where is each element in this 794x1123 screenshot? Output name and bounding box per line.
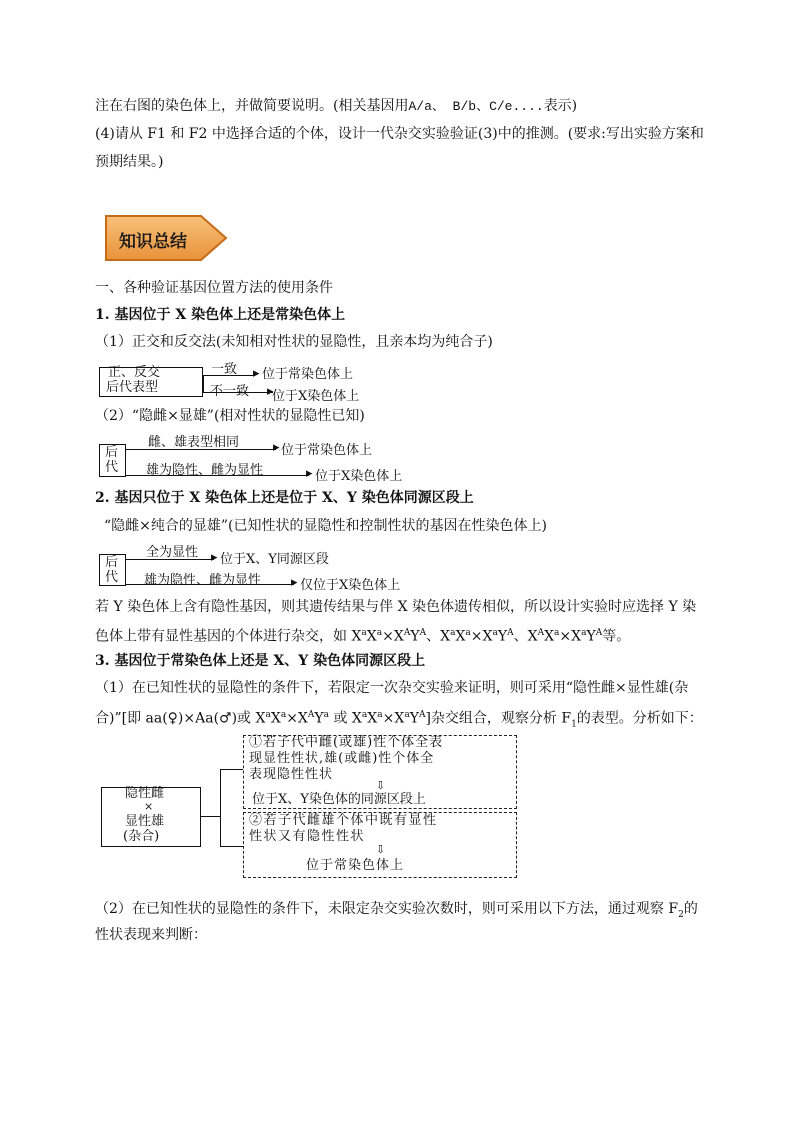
d2-top-label: 雌、雄表型相同 <box>148 435 240 450</box>
s3-para-2-end: 的表型。分析如下： <box>576 710 703 727</box>
s3-para-2-mid: 杂交组合，观察分析 F <box>430 710 572 727</box>
d4-case2-line2: 性状又有隐性性状 <box>249 829 366 844</box>
d2-arrow-top: ▸ <box>273 440 280 455</box>
d4-case2-result: 位于常染色体上 <box>306 858 405 873</box>
d1-top-result: 位于常染色体上 <box>262 367 354 382</box>
s1-sub1: （1）正交和反交法(未知相对性状的显隐性，且亲本均为纯合子) <box>95 334 493 350</box>
down-arrow-icon: ⇩ <box>376 843 386 856</box>
s3-para-4: 性状表现来判断： <box>95 927 207 943</box>
intro-text: 注在右图的染色体上，并做简要说明。(相关基因用 <box>95 98 409 114</box>
s2-title: 2. 基因只位于 X 染色体上还是位于 X、Y 染色体同源区段上 <box>95 490 474 506</box>
section-badge <box>103 213 229 263</box>
d3-arrow-bottom: ▸ <box>291 575 298 590</box>
d4-left-line3: 显性雄 <box>125 814 165 829</box>
d2-bottom-label: 雄为隐性、雌为显性 <box>146 463 264 478</box>
d1-arrow-bottom: ▸ <box>267 384 274 399</box>
d3-box-line2: 代 <box>105 570 119 585</box>
d3-top-result: 位于X、Y同源区段 <box>220 552 329 567</box>
s3-para-1: （1）在已知性状的显隐性的条件下，若限定一次杂交实验来证明，则可采用“隐性雌×显性雄(杂 <box>95 680 689 696</box>
s1-sub2: （2）“隐雌×显雄”(相对性状的显隐性已知) <box>95 408 365 424</box>
s3-title: 3. 基因位于常染色体上还是 X、Y 染色体同源区段上 <box>95 653 426 669</box>
d4-left-line4: (杂合) <box>123 829 160 844</box>
d1-box-line1: 正、反交 <box>108 365 161 380</box>
d4-case1-line2: 现显性性状,雄(或雌)性个体全 <box>249 751 435 766</box>
d4-left-line2: × <box>144 800 154 813</box>
d2-box-line2: 代 <box>105 460 119 475</box>
d2-arrow-bottom: ▸ <box>306 466 313 481</box>
d3-top-label: 全为显性 <box>146 545 199 560</box>
d4-left-line1: 隐性雌 <box>125 786 165 801</box>
intro-line-2: (4)请从 F1 和 F2 中选择合适的个体，设计一代杂交实验验证(3)中的推测。(要求:写出实验方案和 <box>95 126 704 142</box>
s2-para-2: 色体上带有显性基因的个体进行杂交，如 $X^aX^a\times X^AY^A$、$X^aX^a\times X^aY^A$、$X^AX^a\times X^aY^A$等。 <box>95 628 631 645</box>
gene-notation: A/a、 B/b、C/e.... <box>408 99 544 114</box>
s2-para-2-end: 等。 <box>602 628 631 645</box>
intro-line-3: 预期结果。) <box>95 154 164 170</box>
d3-box-line1: 后 <box>105 555 119 570</box>
s3-para-3-end: 的 <box>683 901 698 917</box>
d3-bottom-result: 仅位于X染色体上 <box>300 578 401 593</box>
s2-para-1: 若 Y 染色体上含有隐性基因，则其遗传结果与伴 X 染色体遗传相似，所以设计实验时应选择 Y 染 <box>95 599 697 615</box>
badge-label: 知识总结 <box>119 232 187 252</box>
s2-para-2-text: 色体上带有显性基因的个体进行杂交，如 X <box>95 628 362 645</box>
d4-case1-line3: 表现隐性性状 <box>249 767 334 782</box>
d1-bottom-label: 不一致 <box>210 384 250 399</box>
d2-top-result: 位于常染色体上 <box>281 443 373 458</box>
d2-bottom-result: 位于X染色体上 <box>315 469 403 484</box>
s2-sub: “隐雌×纯合的显雄”(已知性状的显隐性和控制性状的基因在性染色体上) <box>104 518 547 534</box>
s3-para-3: （2）在已知性状的显隐性的条件下，未限定杂交实验次数时，则可采用以下方法，通过观察 $F_2$的 <box>95 901 698 920</box>
heading-1: 一、各种验证基因位置方法的使用条件 <box>95 280 333 296</box>
s3-para-2-text: 合)”[即 aa(♀)×Aa(♂)或 X <box>95 710 266 727</box>
s1-title: 1. 基因位于 X 染色体上还是常染色体上 <box>95 307 346 323</box>
d3-arrow-top: ▸ <box>211 550 218 565</box>
d1-top-label: 一致 <box>211 362 238 377</box>
s3-para-3-text: （2）在已知性状的显隐性的条件下，未限定杂交实验次数时，则可采用以下方法，通过观察 F <box>95 901 679 917</box>
s3-para-2: 合)”[即 aa(♀)×Aa(♂)或 $X^aX^a\times X^AY^a$ 或 $X^aX^a\times X^aY^A$]杂交组合，观察分析 $F_1$的表型。分析如下： <box>95 710 703 730</box>
d4-case1-result: 位于X、Y染色体的同源区段上 <box>252 792 426 807</box>
d4-case2-line1: ②若子代雌雄个体中既有显性 <box>249 813 438 828</box>
down-arrow-icon: ⇩ <box>376 779 386 792</box>
intro-line-1 <box>95 95 577 118</box>
d4-case1-line1: ①若子代中雌(或雄)性个体全表 <box>249 735 444 750</box>
d1-bottom-result: 位于X染色体上 <box>272 389 360 404</box>
d1-box-line2: 后代表型 <box>106 380 159 395</box>
d3-bottom-label: 雄为隐性、雌为显性 <box>144 573 262 588</box>
d1-arrow-top: ▸ <box>253 366 260 381</box>
intro-text-end: 表示) <box>543 98 578 114</box>
d2-box-line1: 后 <box>105 445 119 460</box>
